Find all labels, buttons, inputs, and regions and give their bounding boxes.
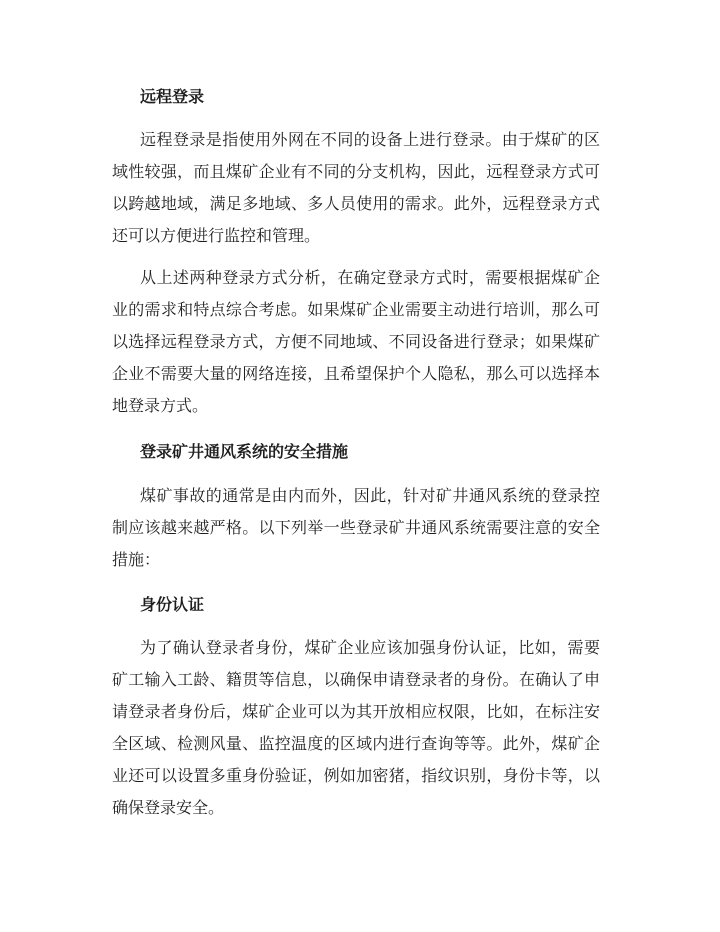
paragraph-line: 煤矿事故的通常是由内而外，因此，针对矿井通风系统的登录控 xyxy=(140,486,600,505)
section-heading-remote-login: 远程登录 xyxy=(140,87,205,106)
paragraph-line: 业的需求和特点综合考虑。如果煤矿企业需要主动进行培训，那么可 xyxy=(112,300,600,319)
paragraph-line: 为了确认登录者身份，煤矿企业应该加强身份认证，比如，需要 xyxy=(140,638,600,657)
section-heading-identity-auth: 身份认证 xyxy=(140,595,205,614)
paragraph-line: 措施： xyxy=(112,550,161,569)
paragraph-login-analysis xyxy=(112,262,600,422)
paragraph-line: 请登录者身份后，煤矿企业可以为其开放相应权限，比如，在标注安 xyxy=(112,702,600,721)
paragraph-line: 地登录方式。 xyxy=(112,396,209,415)
paragraph-line: 业还可以设置多重身份验证，例如加密猪，指纹识别，身份卡等，以 xyxy=(112,766,600,785)
paragraph-line: 还可以方便进行监控和管理。 xyxy=(112,226,321,245)
paragraph-identity-auth xyxy=(112,632,600,824)
paragraph-line: 确保登录安全。 xyxy=(112,798,225,817)
paragraph-line: 矿工输入工龄、籍贯等信息，以确保申请登录者的身份。在确认了申 xyxy=(112,670,600,689)
section-heading-safety-measures: 登录矿井通风系统的安全措施 xyxy=(140,442,349,461)
paragraph-line: 远程登录是指使用外网在不同的设备上进行登录。由于煤矿的区 xyxy=(140,130,600,149)
paragraph-line: 以跨越地域，满足多地域、多人员使用的需求。此外，远程登录方式 xyxy=(112,194,600,213)
paragraph-line: 域性较强，而且煤矿企业有不同的分支机构，因此，远程登录方式可 xyxy=(112,162,600,181)
paragraph-remote-login xyxy=(112,124,600,252)
paragraph-line: 从上述两种登录方式分析，在确定登录方式时，需要根据煤矿企 xyxy=(140,268,600,287)
paragraph-line: 制应该越来越严格。以下列举一些登录矿井通风系统需要注意的安全 xyxy=(112,518,600,537)
paragraph-safety-measures xyxy=(112,480,600,576)
paragraph-line: 全区域、检测风量、监控温度的区域内进行查询等等。此外，煤矿企 xyxy=(112,734,600,753)
paragraph-line: 以选择远程登录方式，方便不同地域、不同设备进行登录；如果煤矿 xyxy=(112,332,600,351)
paragraph-line: 企业不需要大量的网络连接，且希望保护个人隐私，那么可以选择本 xyxy=(112,364,600,383)
